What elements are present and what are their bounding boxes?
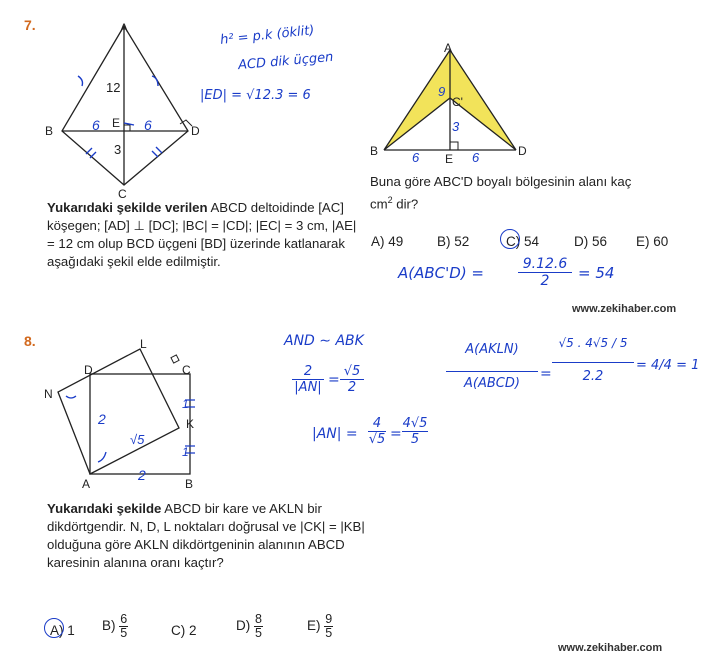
q8-option-e[interactable] (307, 613, 333, 640)
kite-label-e: E (112, 116, 121, 130)
q8-eq1-num: 2 (292, 364, 324, 380)
q8-option-b[interactable] (102, 613, 128, 640)
q8-ratio-mid-den: 2.2 (582, 369, 604, 384)
q8-square-figure (40, 332, 210, 492)
sq-ak-length: √5 (130, 432, 145, 447)
q8-ratio-result: = 4/4 = 1 (636, 358, 700, 373)
fig2-ed-note: 6 (472, 150, 480, 165)
q8-option-e-den: 5 (325, 626, 333, 640)
q8-option-e-prefix: E) (307, 618, 321, 634)
q8-eq1-rnum: √5 (340, 364, 364, 380)
kite-ae-length: 12 (106, 80, 121, 95)
q7-paragraph (47, 199, 365, 271)
q7-option-b[interactable]: B) 52 (437, 234, 470, 249)
q7-question-sup: 2 (387, 195, 393, 205)
fig2-be-note: 6 (412, 150, 420, 165)
sq-label-a: A (82, 477, 91, 491)
q8-eq1-right (340, 364, 364, 395)
q8-eq1-eq: = (328, 372, 340, 388)
sq-label-k: K (186, 417, 195, 431)
q7-watermark: www.zekihaber.com (572, 303, 677, 315)
kite-ec-length: 3 (114, 142, 122, 157)
q8-eq2-frac (368, 416, 386, 447)
q8-ratio-den: A(ABCD) (464, 376, 520, 391)
fig2-label-b: B (370, 144, 379, 158)
q7-question-unit: cm (370, 196, 388, 212)
q8-eq2-rnum: 4√5 (402, 416, 428, 431)
q8-ratio-mid-num: √5 . 4√5 / 5 (552, 336, 634, 363)
q8-number: 8. (24, 333, 36, 349)
q7-solution-den: 2 (540, 273, 550, 289)
q8-ratio-mid (552, 336, 634, 384)
q8-text-rest: ABCD bir kare ve AKLN bir dikdörtgendir. N, D, L noktaları doğrusal ve |CK| = |KB| olduğuna göre AKLN dikdörtgeninin alanının ABCD karesinin alanına oranı kaçtır? (47, 501, 365, 570)
q8-eq2-rden: 5 (410, 432, 420, 447)
kite-outline (62, 26, 188, 185)
q8-note-similar: AND ∼ ABK (284, 333, 364, 349)
q8-eq2-eq: = (390, 426, 402, 442)
q8-watermark: www.zekihaber.com (558, 642, 663, 654)
q8-answer-circle (44, 618, 64, 638)
q8-option-e-num: 9 (325, 612, 333, 626)
q7-option-a[interactable]: A) 49 (371, 234, 404, 249)
kite-label-a: A (120, 21, 129, 35)
fig2-ac-note: 9 (438, 84, 446, 99)
q8-eq1-left (292, 364, 324, 395)
fig2-ce-note: 3 (452, 119, 460, 134)
kite-be-note: 6 (92, 117, 100, 133)
q7-question-end: dir? (392, 196, 419, 212)
sq-label-d: D (84, 363, 93, 377)
fig2-label-a: A (444, 41, 453, 55)
q8-eq1-rden: 2 (347, 380, 357, 395)
q8-eq2-den: √5 (368, 432, 386, 447)
fig2-label-e: E (445, 152, 454, 166)
kite-label-b: B (45, 124, 54, 138)
fig2-label-c: C' (452, 95, 463, 109)
sq-label-l: L (140, 337, 147, 351)
q8-eq1-den: |AN| (294, 380, 322, 395)
q8-option-b-num: 6 (120, 612, 128, 626)
sq-label-b: B (185, 477, 194, 491)
q8-ratio-num: A(AKLN) (446, 342, 538, 372)
q7-answer-circle (500, 229, 520, 249)
rectangle-akln (58, 349, 179, 474)
fig2-label-d: D (518, 144, 527, 158)
q8-option-d-den: 5 (255, 626, 262, 640)
kite-label-c: C (118, 187, 127, 201)
sq-kb-length: 1 (182, 445, 189, 459)
q7-solution-frac (518, 256, 572, 289)
sq-side-bottom: 2 (138, 467, 146, 483)
q7-note-euclid: h² = p.k (öklit) (219, 23, 316, 48)
q7-note-ed: |ED| = √12.3 = 6 (200, 88, 311, 103)
q7-kite-figure (40, 18, 210, 201)
kite-ed-note: 6 (144, 117, 152, 133)
sq-label-n: N (44, 387, 53, 401)
sq-side-left: 2 (98, 411, 106, 427)
q8-paragraph (47, 500, 365, 572)
q8-option-d[interactable] (236, 613, 263, 640)
q7-question (370, 173, 700, 213)
q8-text-bold: Yukarıdaki şekilde (47, 501, 162, 516)
q7-note-right-triangle: ACD dik üçgen (237, 49, 334, 74)
q8-eq2-lhs: |AN| = (312, 426, 358, 442)
q7-text-bold: Yukarıdaki şekilde verilen (47, 200, 208, 215)
q8-option-d-num: 8 (255, 612, 262, 626)
q8-option-d-prefix: D) (236, 618, 251, 634)
kite-label-d: D (191, 124, 200, 138)
q7-solution-rhs: = 54 (578, 264, 615, 282)
sq-label-c: C (182, 363, 191, 377)
q7-question-line1: Buna göre ABC'D boyalı bölgesinin alanı kaç (370, 174, 632, 189)
q7-option-c[interactable]: C) 54 (506, 234, 540, 249)
q7-option-d[interactable]: D) 56 (574, 234, 608, 249)
q8-option-b-prefix: B) (102, 618, 116, 634)
q7-folded-figure (368, 38, 538, 168)
q8-ratio-eq: = (540, 366, 552, 382)
q8-ratio-lhs (446, 342, 538, 391)
q7-number: 7. (24, 17, 36, 33)
sq-ck-length: 1 (182, 397, 189, 411)
q8-option-c[interactable]: C) 2 (171, 623, 197, 638)
q7-solution-lhs: A(ABC'D) = (398, 264, 485, 282)
q7-option-e[interactable]: E) 60 (636, 234, 669, 249)
q8-eq2-num: 4 (368, 416, 386, 432)
q7-text-rest: ABCD deltoidinde [AC] köşegen; [AD] ⊥ [DC]; |BC| = |CD|; |EC| = 3 cm, |AE| = 12 cm olup BCD üçgeni [BD] üzerinde katlanarak aşağıdaki şekil elde edilmiştir. (47, 200, 357, 269)
q8-option-a[interactable]: A) 1 (50, 623, 75, 638)
q7-solution-num: 9.12.6 (518, 256, 572, 273)
q8-eq2-right (402, 416, 428, 447)
q8-option-b-den: 5 (120, 626, 128, 640)
